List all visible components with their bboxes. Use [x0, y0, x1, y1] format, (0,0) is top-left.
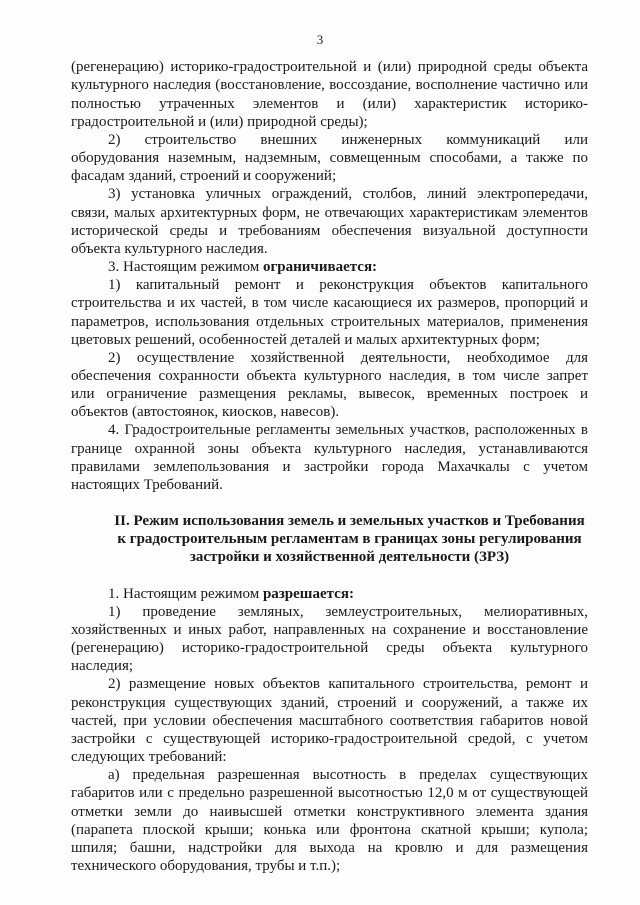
section-heading: застройки и хозяйственной деятельности (ЗРЗ) — [189, 549, 510, 565]
text-line: объекта культурного наследия. — [71, 241, 268, 257]
text-line: хозяйственных и иных работ, направленных на сохранение и восстановление — [71, 622, 588, 638]
item-1-prefix: 1. Настоящим режимом — [108, 586, 263, 602]
text-line: связи, малых архитектурных форм, не отвечающих характеристикам элементов — [71, 205, 588, 221]
text-line: строительства и их частей, в том числе касающиеся их размеров, пропорций и — [71, 295, 588, 311]
text-line: границе охранной зоны объекта культурного наследия, устанавливаются — [71, 441, 588, 457]
text-line: (парапета плоской крыши; конька или фронтона скатной крыши; купола; — [71, 822, 588, 838]
page-number: 3 — [316, 32, 324, 47]
text-line: параметров, использования отдельных строительных материалов, применения — [71, 314, 588, 330]
text-line: (регенерацию) историко-градостроительной и (или) природной среды объекта — [71, 59, 588, 75]
item-3-line — [108, 259, 588, 276]
item-1-emphasis: разрешается: — [262, 586, 354, 602]
text-line: полностью утраченных элементов и (или) характеристик историко- — [71, 96, 588, 112]
text-line: культурного наследия (восстановление, воссоздание, восполнение частично или — [71, 77, 588, 93]
text-line: фасадам зданий, строений и сооружений; — [71, 168, 337, 184]
text-line: или ограничение размещения рекламы, вывесок, временных построек и — [71, 386, 588, 402]
text-line: оборудования наземным, надземным, совмещенным способами, а также по — [71, 150, 588, 166]
text-line: отметки земли до наивысшей отметки конструктивного элемента здания — [71, 804, 588, 820]
section-heading: к градостроительным регламентам в границах зоны регулирования — [117, 531, 582, 547]
text-line: правилами землепользования и застройки города Махачкалы с учетом — [71, 459, 588, 475]
text-line: 2) осуществление хозяйственной деятельности, необходимое для — [108, 350, 588, 366]
text-line: шпиля; башни, надстройки для выхода на кровлю и для размещения — [71, 840, 588, 856]
text-line: 1) проведение земляных, землеустроительных, мелиоративных, — [108, 604, 588, 620]
text-line: объектов (автостоянок, киосков, навесов). — [71, 404, 340, 420]
text-line: настоящих Требований. — [71, 477, 223, 493]
text-line: 4. Градостроительные регламенты земельных участков, расположенных в — [108, 422, 588, 438]
text-line: частей, при условии обеспечения масштабного соответствия габаритов новой — [71, 713, 588, 729]
text-line: цветовых решений, особенностей деталей и малых архитектурных форм; — [71, 332, 540, 348]
item-1-line — [108, 586, 588, 603]
item-3-prefix: 3. Настоящим режимом — [108, 259, 263, 275]
text-line: габаритов или с предельно разрешенной высотностью 12,0 м от существующей — [71, 785, 588, 801]
text-line: 2) строительство внешних инженерных коммуникаций или — [108, 132, 588, 148]
text-line: градостроительной и (или) природной среды); — [71, 114, 368, 130]
text-line: наследия; — [71, 658, 134, 674]
item-3-emphasis: ограничивается: — [262, 259, 378, 275]
text-line: 2) размещение новых объектов капитального строительства, ремонт и — [108, 676, 588, 692]
text-line: 3) установка уличных ограждений, столбов, линий электропередачи, — [108, 186, 588, 202]
text-line: реконструкция существующих зданий, строений и сооружений, а также их — [71, 695, 588, 711]
text-line: технического оборудования, трубы и т.п.); — [71, 858, 341, 874]
text-line: обеспечения сохранности объекта культурного наследия, в том числе запрет — [71, 368, 588, 384]
text-line: исторической среды и требованиям обеспечения визуальной доступности — [71, 223, 588, 239]
text-line: застройки с существующей историко-градостроительной средой, с учетом — [71, 731, 588, 747]
section-heading: II. Режим использования земель и земельных участков и Требования — [114, 513, 585, 529]
text-line: а) предельная разрешенная высотность в пределах существующих — [108, 767, 588, 783]
text-line: 1) капитальный ремонт и реконструкция объектов капитального — [108, 277, 588, 293]
text-line: (регенерацию) историко-градостроительной среды объекта культурного — [71, 640, 588, 656]
text-line: следующих требований: — [71, 749, 227, 765]
